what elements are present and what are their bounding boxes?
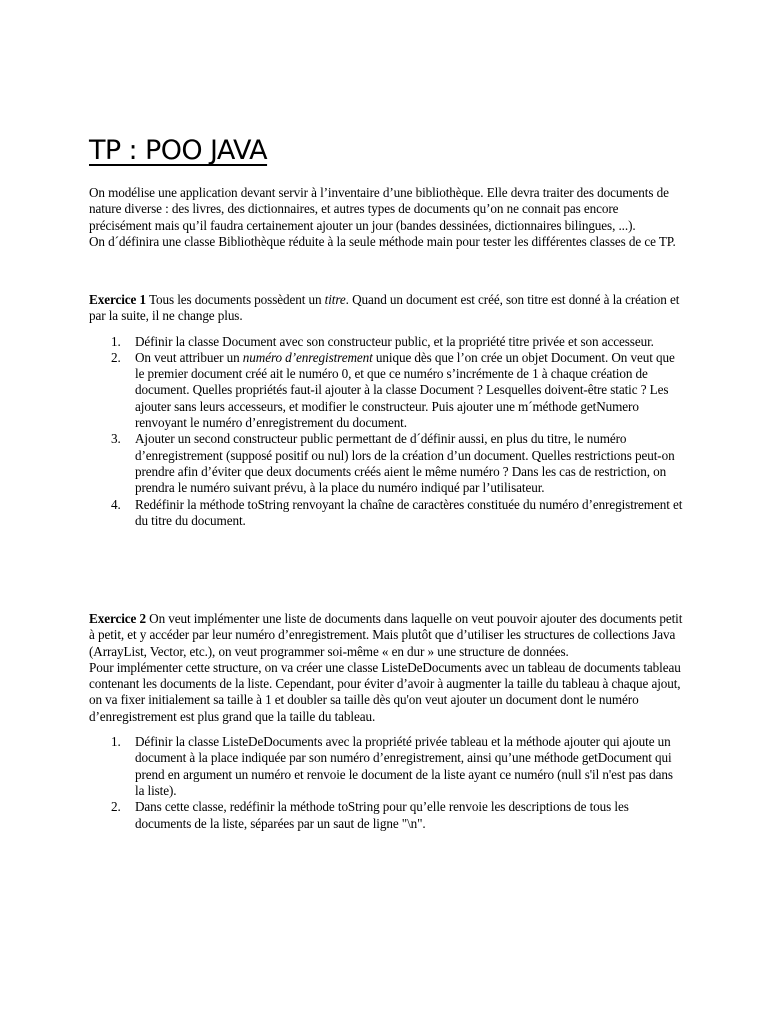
page-title: TP : POO JAVA bbox=[89, 135, 268, 166]
exercise-2-label: Exercice 2 bbox=[89, 611, 146, 626]
list-item bbox=[89, 350, 683, 431]
list-item-text: Dans cette classe, redéfinir la méthode toString pour qu’elle renvoie les descriptions de tous les documents de la liste, séparées par un saut de ligne "\n". bbox=[135, 799, 629, 831]
list-item-text: unique dès que l’on crée un objet Document. On veut que le premier document créé ait le numéro 0, et que ce numéro s’incrémente de 1 à chaque création de document. Quelles propriétés faut-il ajouter à la classe Document ? Lesquelles doivent-être static ? Les ajouter sans leurs accesseurs, et modifier le constructeur. Puis ajouter une m´méthode getNumero renvoyant le numéro d’enregistrement du document. bbox=[135, 349, 675, 431]
exercise-1-intro bbox=[89, 292, 683, 325]
list-item bbox=[89, 799, 683, 832]
list-item-number: 3. bbox=[111, 431, 121, 447]
exercise-1-section bbox=[89, 292, 683, 529]
list-item-number: 2. bbox=[111, 799, 121, 815]
list-item-text: Redéfinir la méthode toString renvoyant la chaîne de caractères constituée du numéro d’enregistrement et du titre du document. bbox=[135, 496, 683, 528]
list-item-number: 1. bbox=[111, 333, 121, 349]
exercise-1-list bbox=[89, 334, 683, 530]
exercise-2-list bbox=[89, 734, 683, 832]
list-item-text: Définir la classe Document avec son constructeur public, et la propriété titre privée et son accesseur. bbox=[135, 333, 654, 349]
list-item bbox=[89, 334, 683, 350]
list-item-text: On veut attribuer un bbox=[135, 349, 243, 365]
exercise-1-label: Exercice 1 bbox=[89, 292, 146, 307]
exercise-1-intro-text: . Quand un document est créé, son titre est donné à la création et par la suite, il ne change plus. bbox=[89, 292, 680, 324]
exercise-2-section bbox=[89, 611, 683, 832]
exercise-1-intro-emphasis: titre bbox=[324, 292, 346, 307]
exercise-2-paragraph: Pour implémenter cette structure, on va créer une classe ListeDeDocuments avec un tableau de documents tableau contenant les documents de la liste. Cependant, pour éviter d’avoir à augmenter la taille du tableau à chaque ajout, on va fixer initialement sa taille à 1 et doubler sa taille dès qu'on veut ajouter un document dont le numéro d’enregistrement est plus grand que la taille du tableau. bbox=[89, 659, 681, 724]
list-item-number: 4. bbox=[111, 496, 121, 512]
list-item-text: Ajouter un second constructeur public permettant de d´définir aussi, en plus du titre, le numéro d’enregistrement (supposé positif ou nul) lors de la création d’un document. Quelles restrictions peut-on prendre afin d’éviter que deux documents créés aient le même numéro ? Dans les cas de restriction, on prendra le numéro suivant prévu, à la place du numéro indiqué par l’utilisateur. bbox=[135, 431, 675, 496]
list-item-emphasis: numéro d’enregistrement bbox=[242, 349, 373, 365]
list-item bbox=[89, 734, 683, 799]
list-item-number: 1. bbox=[111, 734, 121, 750]
exercise-2-intro bbox=[89, 611, 683, 660]
exercise-2-intro-text: On veut implémenter une liste de documents dans laquelle on veut pouvoir ajouter des documents petit à petit, et y accéder par leur numéro d’enregistrement. Mais plutôt que d’utiliser les structures de collections Java (ArrayList, Vector, etc.), on veut programmer soi-même « en dur » une structure de données. bbox=[89, 611, 683, 659]
list-item bbox=[89, 431, 683, 496]
intro-paragraph: On modélise une application devant servir à l’inventaire d’une bibliothèque. Elle devra traiter des documents de nature diverse : des livres, des dictionnaires, et autres types de documents qu’on ne connait pas encore précisément mais qu’il faudra certainement ajouter un jour (bandes dessinées, dictionnaires bilingues, ...). bbox=[89, 185, 669, 233]
intro-section bbox=[89, 185, 683, 250]
exercise-1-intro-text: Tous les documents possèdent un bbox=[145, 292, 325, 307]
list-item bbox=[89, 497, 683, 530]
intro-paragraph: On d´définira une classe Bibliothèque réduite à la seule méthode main pour tester les différentes classes de ce TP. bbox=[89, 233, 676, 249]
list-item-number: 2. bbox=[111, 349, 121, 365]
list-item-text: Définir la classe ListeDeDocuments avec la propriété privée tableau et la méthode ajouter qui ajoute un document à la place indiquée par son numéro d’enregistrement, ainsi qu’une méthode getDocument qui prend en argument un numéro et renvoie le document de la liste ayant ce numéro (null s'il n'est pas dans la liste). bbox=[135, 734, 673, 798]
